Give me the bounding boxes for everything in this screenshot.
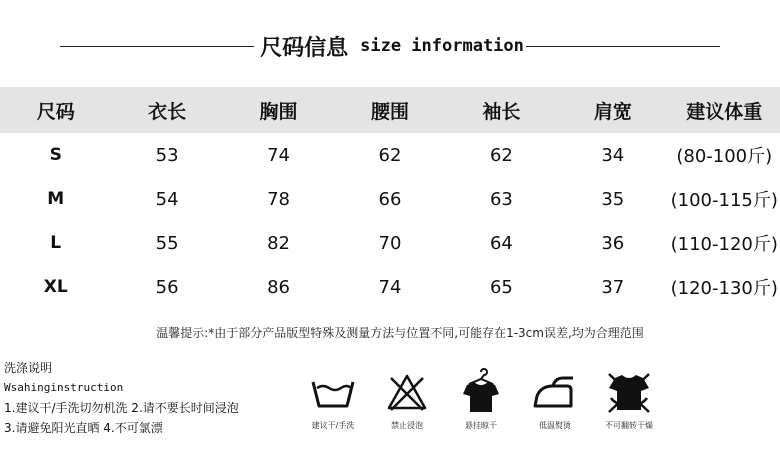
header-size: 尺码: [36, 100, 75, 123]
measurement-notice: 温馨提示:*由于部分产品版型特殊及测量方法与位置不同,可能存在1-3cm误差,均为合理范围: [156, 326, 644, 340]
cell-length: 55: [155, 232, 179, 254]
title-english: size information: [360, 36, 524, 56]
caption-no-tumble: 不可翻转干燥: [605, 421, 653, 430]
cell-waist: 70: [378, 232, 402, 254]
care-item-no-soak: [370, 368, 444, 431]
caption-low-iron: 低温熨烫: [539, 421, 571, 430]
cell-chest: 82: [267, 232, 290, 254]
header-waist: 腰围: [370, 100, 409, 123]
care-item-no-tumble: [592, 368, 666, 431]
cell-shoulder: 35: [601, 188, 625, 210]
cell-size: M: [47, 189, 65, 209]
title-line-right: [526, 46, 720, 47]
wash-title-cn: 洗涤说明: [4, 361, 53, 375]
cell-weight: (110-120斤): [670, 234, 778, 255]
cell-size: S: [49, 145, 62, 165]
cell-shoulder: 37: [601, 276, 625, 298]
title-chinese: 尺码信息: [260, 35, 349, 61]
cell-length: 53: [155, 144, 179, 166]
no-soak-icon: [381, 368, 433, 416]
wash-line-1: 1.建议干/手洗切勿机洗 2.请不要长时间浸泡: [4, 401, 239, 415]
cell-waist: 62: [378, 144, 402, 166]
table-row: [0, 177, 780, 221]
cell-chest: 74: [267, 144, 290, 166]
care-item-low-iron: [518, 368, 592, 431]
header-sleeve: 袖长: [482, 100, 521, 123]
cell-chest: 78: [267, 188, 290, 210]
washing-instructions: [4, 358, 239, 438]
cell-weight: (120-130斤): [670, 278, 778, 299]
title-row: [60, 28, 720, 64]
wash-line-2: 3.请避免阳光直晒 4.不可氯漂: [4, 421, 163, 435]
care-item-hang-dry: [444, 368, 518, 431]
table-row: [0, 133, 780, 177]
caption-hang-dry: 悬挂晾干: [465, 421, 497, 430]
header-shoulder: 肩宽: [593, 100, 632, 123]
cell-sleeve: 63: [489, 188, 513, 210]
cell-size: XL: [43, 277, 68, 297]
no-tumble-icon: [603, 368, 655, 416]
care-icons: [296, 368, 666, 431]
caption-no-soak: 禁止浸泡: [391, 421, 423, 430]
cell-shoulder: 34: [601, 144, 625, 166]
low-iron-icon: [529, 368, 581, 416]
table-header-row: [0, 87, 780, 133]
size-table: [0, 87, 780, 309]
cell-length: 56: [155, 276, 179, 298]
cell-shoulder: 36: [601, 232, 625, 254]
wash-basin-icon: [307, 368, 359, 416]
table-row: [0, 221, 780, 265]
header-length: 衣长: [148, 100, 187, 123]
header-chest: 胸围: [259, 100, 298, 123]
cell-sleeve: 62: [489, 144, 513, 166]
cell-size: L: [50, 233, 62, 253]
cell-weight: (100-115斤): [670, 190, 778, 211]
hang-dry-icon: [455, 368, 507, 416]
cell-waist: 74: [378, 276, 402, 298]
cell-length: 54: [155, 188, 179, 210]
cell-chest: 86: [267, 276, 290, 298]
cell-sleeve: 64: [489, 232, 513, 254]
cell-weight: (80-100斤): [676, 146, 773, 167]
cell-waist: 66: [378, 188, 402, 210]
table-row: [0, 265, 780, 309]
wash-title-en: Wsahinginstruction: [4, 381, 124, 394]
caption-hand-wash: 建议干/手洗: [311, 421, 355, 430]
header-weight: 建议体重: [686, 100, 763, 123]
title-line-left: [60, 46, 254, 47]
cell-sleeve: 65: [489, 276, 513, 298]
care-item-hand-wash: [296, 368, 370, 431]
